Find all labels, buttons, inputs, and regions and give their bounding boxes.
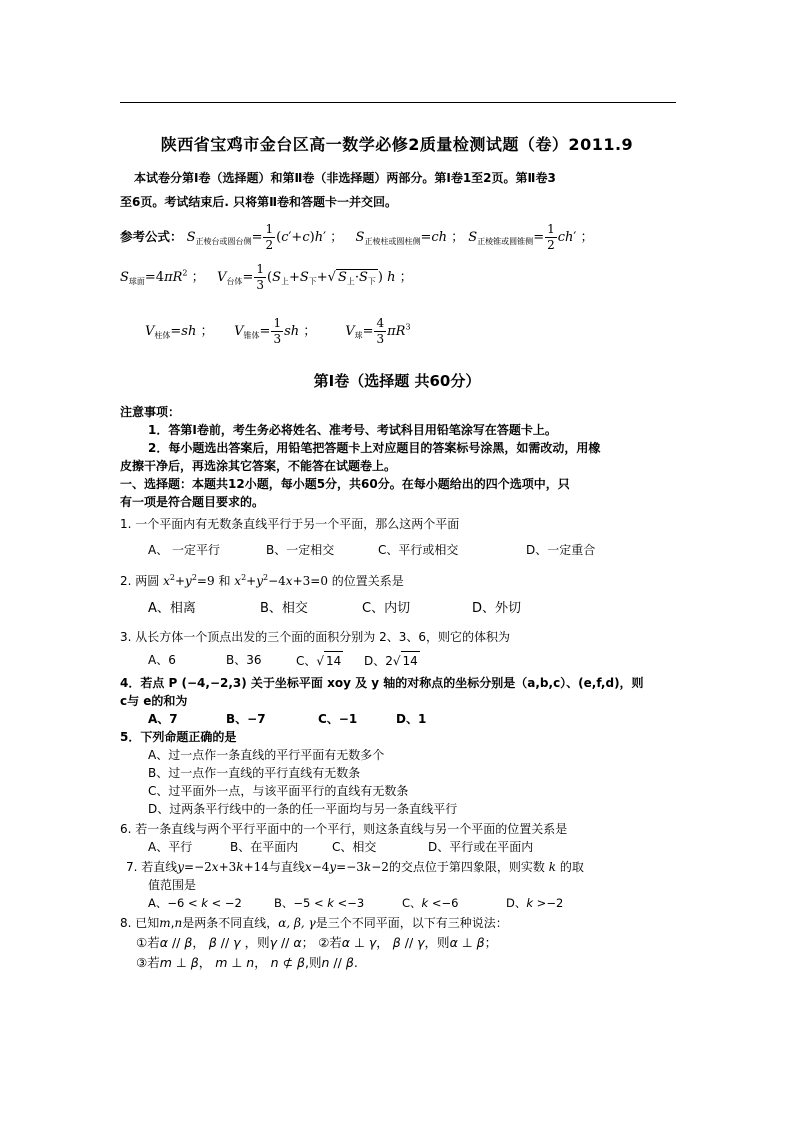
q8-s1a: ①若 <box>136 935 160 950</box>
q8-s2b: ，则 <box>424 935 450 950</box>
note-1: 1．答第Ⅰ卷前，考生务必将姓名、准考号、考试科目用铅笔涂写在答题卡上。 <box>148 423 557 437</box>
question-7-options: A、−6 < k < −2 B、−5 < k <−3 C、k <−6 D、k >−2 <box>148 896 564 910</box>
option-d: D、2 <box>364 654 393 668</box>
q7-post: 的交点位于第四象限，则实数 <box>388 860 545 874</box>
q2-pre: 2. 两圆 <box>120 574 160 588</box>
option-a: A、7 <box>148 712 178 726</box>
option-b: B、相交 <box>260 601 308 616</box>
option-c: C、平行或相交 <box>378 543 459 557</box>
option-a: A、6 <box>148 653 176 667</box>
page-title: 陕西省宝鸡市金台区高一数学必修2质量检测试题（卷）2011.9 <box>160 135 634 154</box>
q2-post: 的位置关系是 <box>331 574 404 588</box>
formula-sub: 正棱锥或圆锥侧 <box>477 237 534 246</box>
question-8: 8. 已知m,n是两条不同直线，α, β, γ是三个不同平面，以下有三种说法： <box>120 916 508 930</box>
option-b: B、 <box>274 896 294 910</box>
formula-line-3: $V_{柱体}=sh$ ； $V_{锥体}=$ $\frac{1}{3}$ sh ； $V_球=$ $\frac{4}{3}$ $\pi R^3$ <box>145 316 411 346</box>
question-7: 7. 若直线y=−2x+3k+14与直线x−4y=−3k−2的交点位于第四象限，则实数 k 的取 <box>126 860 584 874</box>
option-c: C、 <box>296 654 317 668</box>
question-4-line-2: c与 e的和为 <box>120 694 188 708</box>
question-2: 2. 两圆 $x^2+y^2=9$ 和 $x^2+y^2-4x+3=0$ 的位置关系是 <box>120 573 404 588</box>
formula-sub: 锥体 <box>243 331 260 340</box>
intro-line-1: 本试卷分第Ⅰ卷（选择题）和第Ⅱ卷（非选择题）两部分。第Ⅰ卷1至2页。第Ⅱ卷3 <box>134 171 556 185</box>
note-2a: 2．每小题选出答案后，用铅笔把答题卡上对应题目的答案标号涂黑，如需改动，用橡 <box>148 441 601 455</box>
option-b: B、−7 <box>226 712 266 726</box>
option-b: B、36 <box>226 653 262 667</box>
question-3: 3. 从长方体一个顶点出发的三个面的面积分别为 2、3、6，则它的体积为 <box>120 630 510 644</box>
section1-line-2: 有一项是符合题目要求的。 <box>120 495 265 509</box>
option-a: A、 一定平行 <box>148 543 221 557</box>
option-d: D、一定重合 <box>526 543 596 557</box>
question-1: 1. 一个平面内有无数条直线平行于另一个平面，那么这两个平面 <box>120 517 460 531</box>
formula-sub: 柱体 <box>154 331 171 340</box>
q5-option-c: C、过平面外一点，与该平面平行的直线有无数条 <box>148 784 409 798</box>
option-c: C、−1 <box>318 712 358 726</box>
q8-s1b: ，则 <box>244 935 270 950</box>
option-a: A、平行 <box>148 840 193 854</box>
formula-sub: 球 <box>354 331 363 340</box>
option-c: C、相交 <box>332 840 377 854</box>
option-c: C、 <box>402 896 422 910</box>
question-4-options <box>120 710 680 728</box>
q7-tail: 的取 <box>559 860 584 874</box>
option-d: D、外切 <box>472 601 522 616</box>
option-b: B、在平面内 <box>230 840 299 854</box>
q8-s3a: ③若 <box>136 955 160 970</box>
q5-option-d: D、过两条平行线中的一条的任一平面均与另一条直线平行 <box>148 802 458 816</box>
formula-sub: 台体 <box>226 277 243 286</box>
option-d: D、 <box>506 896 527 910</box>
q8-s2a: ； ②若 <box>301 935 342 950</box>
note-2b: 皮擦干净后，再选涂其它答案，不能答在试题卷上。 <box>120 459 397 473</box>
section1-line-1: 一、选择题：本题共12小题，每小题5分，共60分。在每小题给出的四个选项中，只 <box>120 477 570 491</box>
q8-post: 是三个不同平面，以下有三种说法： <box>315 916 508 930</box>
q2-mid: 和 <box>218 574 231 588</box>
option-d: D、平行或在平面内 <box>428 840 534 854</box>
main-content <box>120 403 680 972</box>
formula-line-1: 参考公式： $S_{正棱台或圆台侧}=$ $\frac{1}{2}$ (c′+c)h′ ； $S_{正棱柱或圆柱侧}=ch$ ； $S_{正棱锥或圆锥侧}=$ $\frac{1}{2}$ ch′ ； <box>120 222 594 252</box>
question-2-options <box>120 600 680 618</box>
notes-heading: 注意事项： <box>120 405 181 419</box>
question-4-line-1: 4．若点 P (−4,−2,3) 关于坐标平面 xoy 及 y 轴的对称点的坐标分别是（a,b,c）、(e,f,d)，则 <box>120 676 644 690</box>
formula-line-2: $S_{球面}=4\pi R^2$ ； $V_{台体}=$ $\frac{1}{3}$ ($S_上+S_下+√$ $S_上\cdot S_下$ ) h ； <box>120 262 413 292</box>
formula-label: 参考公式： <box>120 229 183 244</box>
q5-option-a: A、过一点作一条直线的平行平面有无数多个 <box>148 748 385 762</box>
question-8-statement-3: ③若m ⊥ β， m ⊥ n， n ⊄ β,则n // β. <box>136 955 358 970</box>
q5-option-b: B、过一点作一直线的平行直线有无数条 <box>148 766 361 780</box>
q8-s3b: 则 <box>309 955 322 970</box>
option-c: C、内切 <box>362 601 411 616</box>
question-3-options: A、6 B、36 C、√ 14 D、2√ 14 <box>148 653 418 668</box>
question-7-line-2: 值范围是 <box>148 878 197 892</box>
q8-mid: 是两条不同直线， <box>182 916 279 930</box>
question-8-statements: ①若α // β， β // γ ，则γ // α； ②若α ⊥ γ， β // γ，则α ⊥ β； <box>136 935 498 950</box>
option-a: A、 <box>148 896 168 910</box>
formula-sub: 球面 <box>128 277 145 286</box>
question-6-options <box>120 838 680 856</box>
q7-pre: 7. 若直线 <box>126 860 178 874</box>
option-b: B、一定相交 <box>266 543 335 557</box>
formula-sub: 正棱柱或圆柱侧 <box>364 237 421 246</box>
formula-sub: 正棱台或圆台侧 <box>195 237 252 246</box>
part1-title: 第Ⅰ卷（选择题 共60分） <box>313 372 481 390</box>
header-rule <box>120 102 676 103</box>
q8-pre: 8. 已知 <box>120 916 160 930</box>
intro-paragraph <box>120 166 676 214</box>
question-1-options <box>120 541 680 559</box>
option-a: A、相离 <box>148 601 196 616</box>
option-d: D、1 <box>396 712 427 726</box>
question-6: 6. 若一条直线与两个平行平面中的一个平行，则这条直线与另一个平面的位置关系是 <box>120 822 568 836</box>
intro-line-2: 至6页。考试结束后. 只将第Ⅱ卷和答题卡一并交回。 <box>120 195 397 209</box>
q7-mid: 与直线 <box>268 860 305 874</box>
question-5: 5．下列命题正确的是 <box>120 730 237 744</box>
